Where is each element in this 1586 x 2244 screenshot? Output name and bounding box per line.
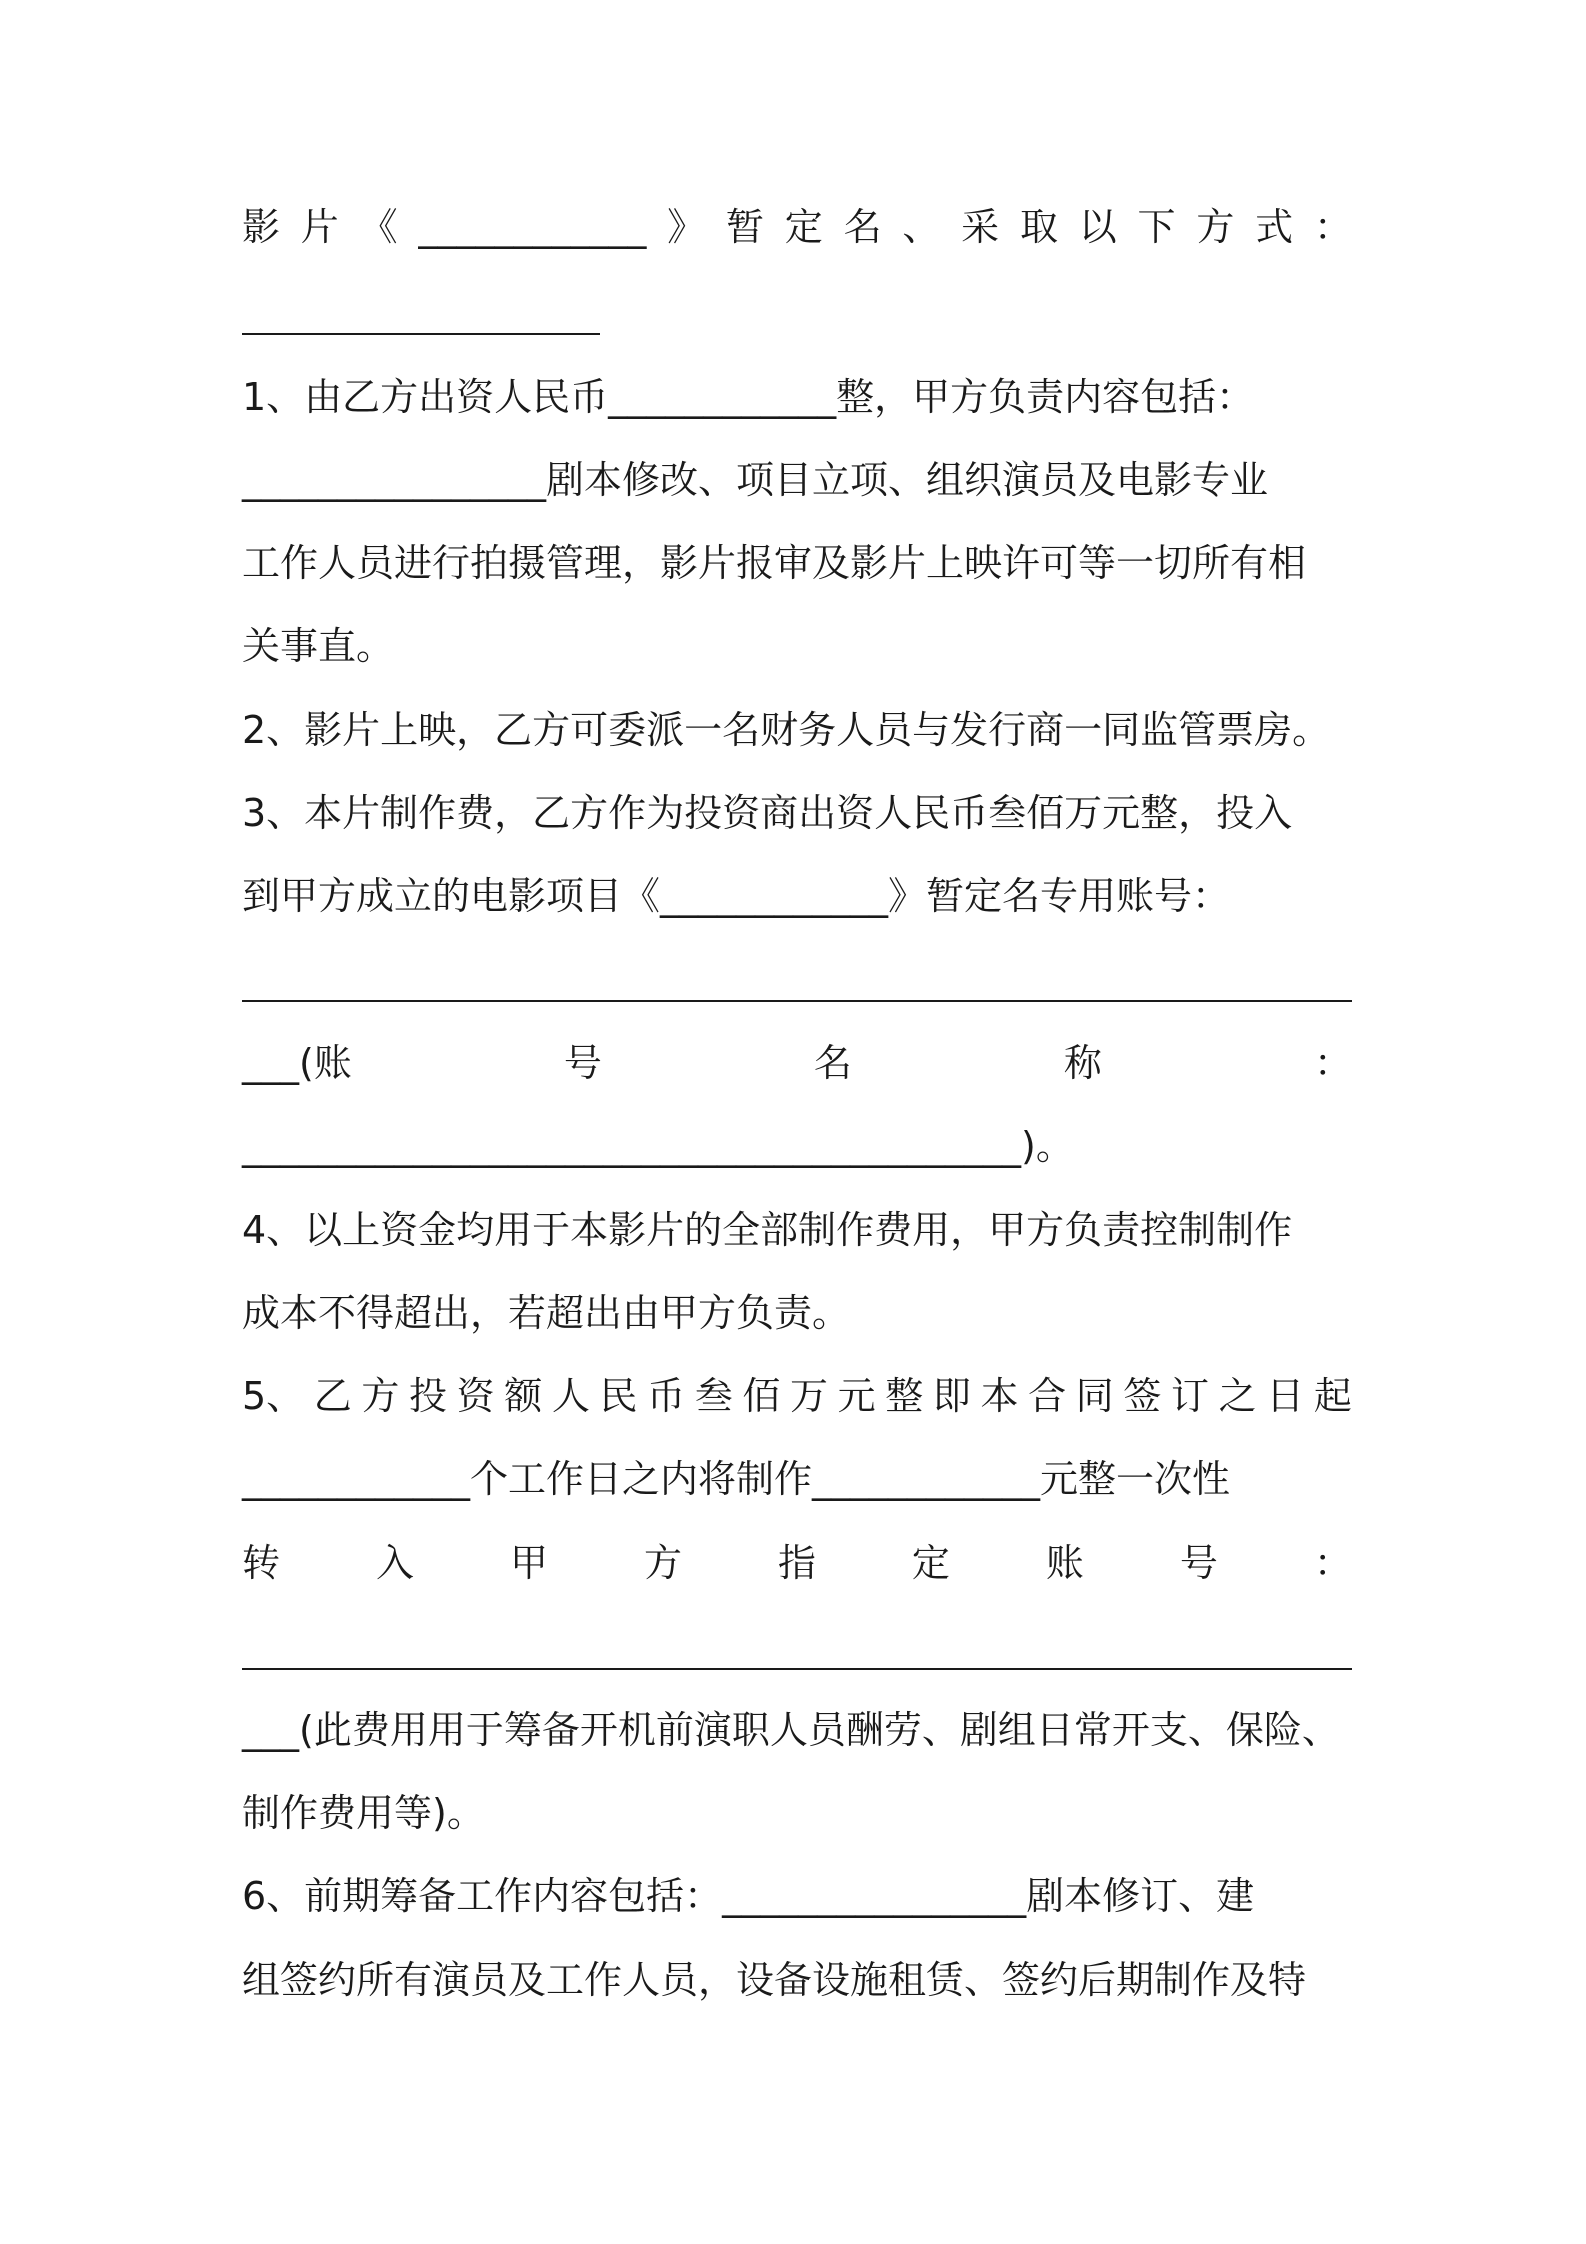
justified-char: 万 — [790, 1374, 829, 1418]
justified-char: 称 — [1063, 1041, 1102, 1085]
clause-1-line-4: 关事直。 — [242, 624, 395, 668]
justified-char: 订 — [1171, 1374, 1210, 1418]
justified-char: 、 — [902, 205, 941, 249]
justified-char: 民 — [599, 1374, 638, 1418]
justified-char: 同 — [1075, 1374, 1114, 1418]
justified-char: ： — [1313, 1541, 1352, 1585]
clause-3-line-2: 到甲方成立的电影项目《____________》暂定名专用账号： — [242, 874, 1231, 918]
account-name-line — [242, 1033, 1352, 1093]
justified-char: 以 — [1078, 205, 1117, 249]
clause-4-line-1: 4、以上资金均用于本影片的全部制作费用，甲方负责控制制作 — [242, 1208, 1293, 1252]
clause-5-line-3 — [242, 1533, 1352, 1593]
justified-char: 名 — [813, 1041, 852, 1085]
title-name-blank — [242, 333, 600, 335]
justified-char: 名 — [843, 205, 882, 249]
justified-char: 乙 — [313, 1374, 352, 1418]
justified-char: 定 — [784, 205, 823, 249]
justified-char: 人 — [551, 1374, 590, 1418]
justified-char: 即 — [932, 1374, 971, 1418]
justified-char: 合 — [1028, 1374, 1067, 1418]
justified-char: ： — [1313, 1041, 1352, 1085]
justified-char: 片 — [300, 205, 339, 249]
justified-char: 影 — [242, 205, 281, 249]
justified-char: 5、 — [242, 1374, 305, 1418]
clause-2-line-1: 2、影片上映，乙方可委派一名财务人员与发行商一同监管票房。 — [242, 708, 1331, 752]
designated-account-blank — [242, 1668, 1352, 1670]
justified-char: 指 — [777, 1541, 816, 1585]
justified-char: 式 — [1255, 205, 1294, 249]
justified-char: 甲 — [509, 1541, 548, 1585]
justified-char: 之 — [1218, 1374, 1257, 1418]
justified-char: 《 — [359, 205, 398, 249]
clause-5-line-5: 制作费用等)。 — [242, 1791, 485, 1835]
clause-6-line-2: 组签约所有演员及工作人员，设备设施租赁、签约后期制作及特 — [242, 1958, 1307, 2002]
justified-char: 方 — [1196, 205, 1235, 249]
justified-char: 入 — [375, 1541, 414, 1585]
justified-char: ___(账 — [242, 1041, 352, 1085]
justified-char: ____________ — [418, 205, 647, 249]
justified-char: 方 — [361, 1374, 400, 1418]
justified-char: 额 — [504, 1374, 543, 1418]
justified-char: 元 — [837, 1374, 876, 1418]
justified-char: 下 — [1137, 205, 1176, 249]
justified-char: 投 — [409, 1374, 448, 1418]
justified-char: 定 — [911, 1541, 950, 1585]
clause-5-line-4: ___(此费用用于筹备开机前演职人员酬劳、剧组日常开支、保险、 — [242, 1708, 1340, 1752]
clause-1-line-3: 工作人员进行拍摄管理，影片报审及影片上映许可等一切所有相 — [242, 541, 1307, 585]
clause-6-line-1: 6、前期筹备工作内容包括：________________剧本修订、建 — [242, 1874, 1255, 1918]
justified-char: 日 — [1266, 1374, 1305, 1418]
justified-char: 起 — [1313, 1374, 1352, 1418]
justified-char: 币 — [647, 1374, 686, 1418]
justified-char: 本 — [980, 1374, 1019, 1418]
justified-char: 账 — [1045, 1541, 1084, 1585]
account-name-blank-line: _________________________________________)。 — [242, 1124, 1074, 1168]
justified-char: 资 — [456, 1374, 495, 1418]
justified-char: 叁 — [694, 1374, 733, 1418]
justified-char: ： — [1313, 205, 1352, 249]
justified-char: 》 — [667, 205, 706, 249]
justified-char: 取 — [1019, 205, 1058, 249]
clause-5-line-2: ____________个工作日之内将制作____________元整一次性 — [242, 1457, 1231, 1501]
justified-char: 号 — [563, 1041, 602, 1085]
clause-4-line-2: 成本不得超出，若超出由甲方负责。 — [242, 1291, 851, 1335]
justified-char: 转 — [242, 1541, 281, 1585]
clause-5-line-1 — [242, 1366, 1352, 1426]
justified-char: 采 — [961, 205, 1000, 249]
title-line — [242, 197, 1352, 257]
justified-char: 佰 — [742, 1374, 781, 1418]
justified-char: 签 — [1123, 1374, 1162, 1418]
justified-char: 号 — [1179, 1541, 1218, 1585]
justified-char: 方 — [643, 1541, 682, 1585]
account-number-blank — [242, 1000, 1352, 1002]
justified-char: 暂 — [725, 205, 764, 249]
clause-1-line-2: ________________剧本修改、项目立项、组织演员及电影专业 — [242, 458, 1269, 502]
clause-3-line-1: 3、本片制作费，乙方作为投资商出资人民币叁佰万元整，投入 — [242, 791, 1293, 835]
clause-1-line-1: 1、由乙方出资人民币____________整，甲方负责内容包括： — [242, 375, 1255, 419]
justified-char: 整 — [885, 1374, 924, 1418]
